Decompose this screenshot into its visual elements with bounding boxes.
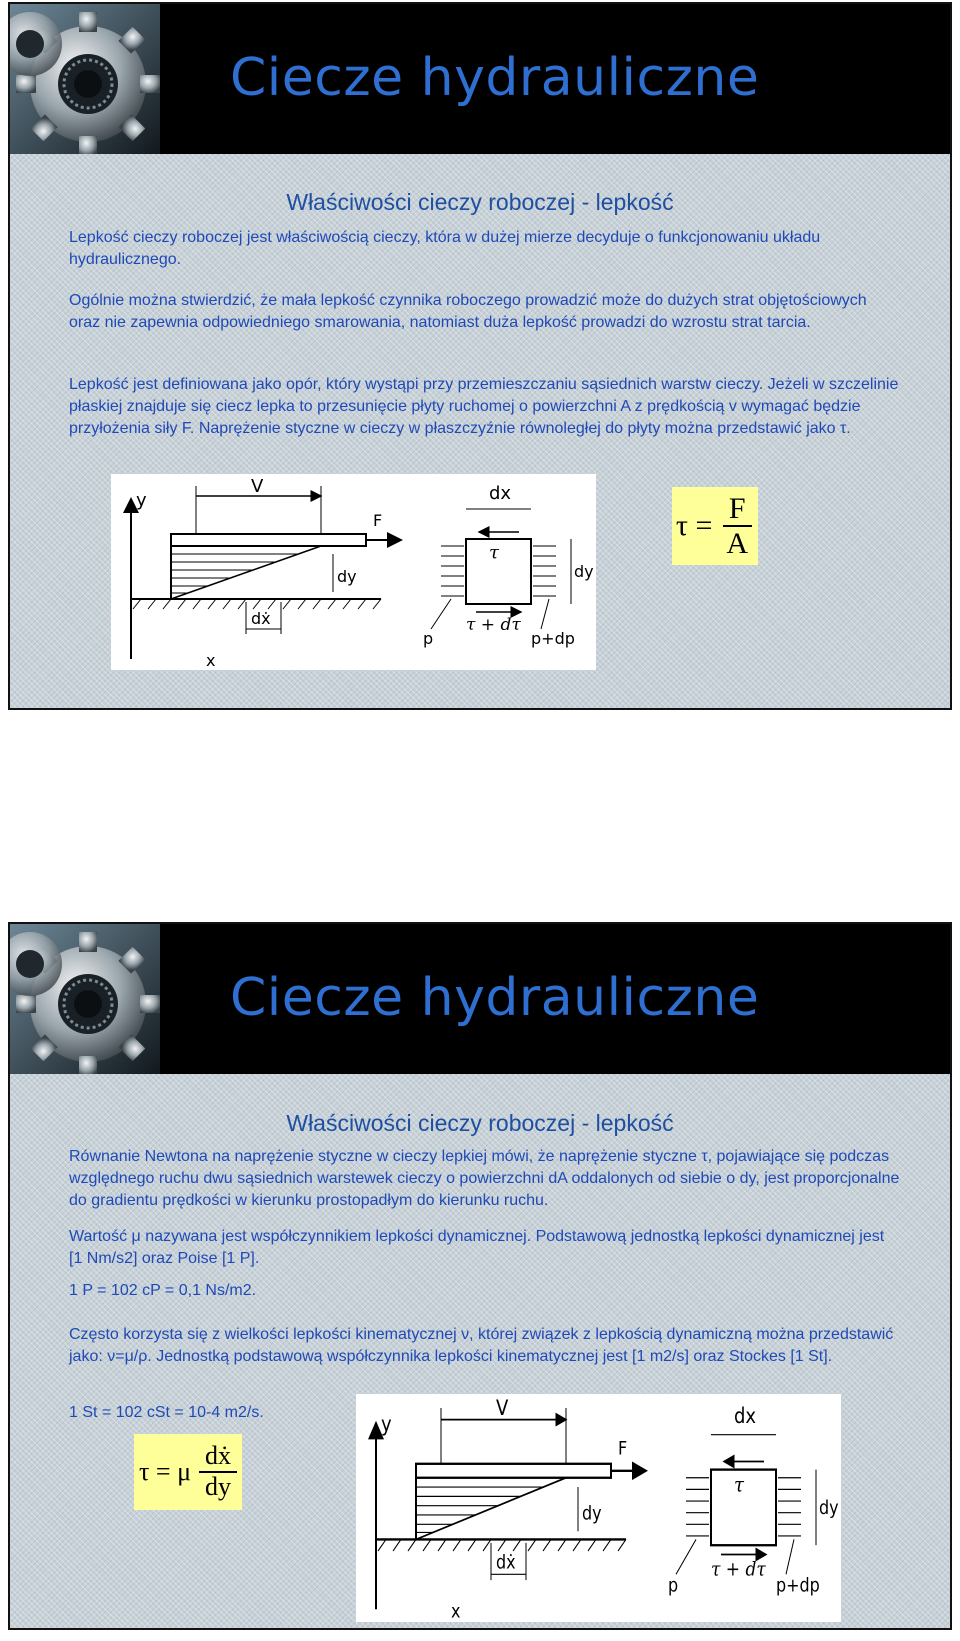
paragraph: Ogólnie można stwierdzić, że mała lepkość czynnika roboczego prowadzić może do dużych strat objętościowych oraz nie zapewnia odpowiedniego smarowania, natomiast duża lepkość prowadzi do wzrostu strat tarcia. (69, 292, 867, 331)
formula-fraction (720, 492, 754, 560)
label-p: p (668, 1575, 679, 1598)
formula-fraction (199, 1442, 237, 1501)
paragraph: Lepkość jest definiowana jako opór, który wystąpi przy przemieszczaniu sąsiednich warstw cieczy. Jeżeli w szczelinie płaskiej znajduje się ciecz lepka to przesunięcie płyty ruchomej o powierzchni A z prędkością v wymagać będzie przyłożenia siły F. Naprężenie styczne w cieczy w płaszczyźnie równoległej do płyty można przedstawić jako τ. (69, 376, 899, 437)
label-v: V (496, 1395, 509, 1421)
label-tau-dtau: τ + dτ (466, 615, 521, 635)
label-dx-dot: dẋ (496, 1552, 516, 1574)
shear-diagram-svg (356, 1394, 841, 1622)
label-x: x (206, 651, 216, 670)
gear-logo-icon (10, 4, 160, 154)
label-dy: dy (582, 1503, 602, 1525)
label-dx: dx (489, 483, 512, 504)
label-dy: dy (337, 567, 357, 586)
slide-1 (8, 2, 952, 710)
label-f: F (618, 1438, 628, 1460)
label-dy2: dy (819, 1497, 839, 1520)
label-tau-dtau: τ + dτ (711, 1558, 766, 1581)
slide-body (10, 1074, 950, 1628)
formula-denominator: dy (205, 1472, 232, 1501)
gear-logo-icon (10, 924, 160, 1074)
formula-lhs: τ = (675, 509, 713, 542)
shear-diagram-svg (111, 474, 596, 670)
label-x: x (451, 1601, 461, 1622)
paragraph: Równanie Newtona na naprężenie styczne w cieczy lepkiej mówi, że naprężenie styczne τ, pojawiające się podczas względnego ruchu dwu sąsiednich warstewek cieczy o powierzchni dA oddalonych od siebie o dy, jest proporcjonalne do gradientu prędkości w kierunku prostopadłym do kierunku ruchu. (69, 1148, 900, 1209)
slide-title: Ciecze hydrauliczne (230, 968, 760, 1028)
label-v: V (251, 476, 264, 497)
label-y: y (136, 490, 147, 511)
paragraph: Wartość μ nazywana jest współczynnikiem lepkości dynamicznej. Podstawową jednostką lepkości dynamicznej jest [1 Nm/s2] oraz Poise [1 P]. (69, 1228, 885, 1267)
label-tau: τ (734, 1472, 744, 1498)
paragraph: Lepkość cieczy roboczej jest właściwością cieczy, która w dużej mierze decyduje o funkcjonowaniu układu hydraulicznego. (69, 229, 821, 268)
label-p-dp: p+dp (776, 1575, 820, 1598)
formula-tau-f-a (672, 487, 758, 565)
label-f: F (373, 511, 383, 530)
paragraph: 1 St = 102 cSt = 10-4 m2/s. (69, 1404, 264, 1421)
label-p-dp: p+dp (531, 629, 575, 648)
slide-subtitle: Właściwości cieczy roboczej - lepkość (286, 1110, 674, 1136)
label-tau: τ (489, 542, 499, 563)
formula-newton (134, 1434, 242, 1510)
slide-title: Ciecze hydrauliczne (230, 48, 760, 108)
label-y: y (381, 1411, 392, 1437)
label-dy2: dy (574, 562, 594, 581)
label-dx-dot: dẋ (251, 609, 271, 628)
slide-body (10, 154, 950, 708)
shear-diagram (111, 474, 596, 670)
formula-numerator: dẋ (199, 1442, 237, 1473)
slide-subtitle: Właściwości cieczy roboczej - lepkość (286, 189, 674, 215)
label-p: p (423, 629, 434, 648)
slide-header (10, 4, 950, 154)
formula-denominator: A (726, 527, 749, 560)
slide-2 (8, 922, 952, 1630)
paragraph: 1 P = 102 cP = 0,1 Ns/m2. (69, 1282, 257, 1299)
formula-lhs: τ = μ (138, 1457, 192, 1486)
label-dx: dx (734, 1403, 757, 1429)
shear-diagram (356, 1394, 841, 1622)
slide-header (10, 924, 950, 1074)
paragraph: Często korzysta się z wielkości lepkości kinematycznej ν, której związek z lepkością dynamiczną można przedstawić jako: ν=μ/ρ. Jednostką podstawową współczynnika lepkości kinematycznej jest [1 m2/s] oraz Stockes [1 St]. (69, 1326, 894, 1365)
formula-numerator: F (723, 492, 752, 527)
